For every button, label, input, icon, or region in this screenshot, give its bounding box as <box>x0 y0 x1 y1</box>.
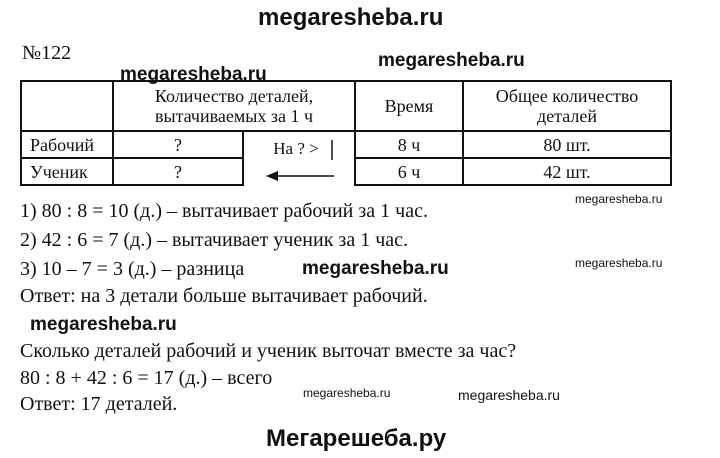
cell-total: 80 шт. <box>463 131 671 158</box>
cell-time: 6 ч <box>355 158 463 185</box>
cell-per-hour: ? <box>113 131 243 158</box>
cell-time: 8 ч <box>355 131 463 158</box>
table-header-time: Время <box>355 81 463 131</box>
solution-line-1: 1) 80 : 8 = 10 (д.) – вытачивает рабочий за 1 час. <box>20 200 428 222</box>
watermark-table-right: megaresheba.ru <box>378 50 525 71</box>
question-line: Сколько деталей рабочий и ученик выточат вместе за час? <box>20 340 517 362</box>
watermark-left-mid: megaresheba.ru <box>30 314 177 335</box>
answer-1: Ответ: на 3 детали больше вытачивает рабочий. <box>20 285 428 307</box>
comparison-label: На ? > <box>273 139 319 158</box>
watermark-table-left: megaresheba.ru <box>120 64 267 85</box>
solution-line-3: 3) 10 – 7 = 3 (д.) – разница <box>20 258 245 280</box>
row-label: Ученик <box>21 158 113 185</box>
solution-line-2: 2) 42 : 6 = 7 (д.) – вытачивает ученик за 1 час. <box>20 229 409 251</box>
row-label: Рабочий <box>21 131 113 158</box>
table-header-empty <box>21 81 113 131</box>
comparison-cell <box>243 131 355 185</box>
watermark-right-small-2: megaresheba.ru <box>575 256 663 270</box>
answer-2: Ответ: 17 деталей. <box>20 393 178 415</box>
watermark-right-small-1: megaresheba.ru <box>575 192 663 206</box>
cell-total: 42 шт. <box>463 158 671 185</box>
table-header-row <box>21 81 671 131</box>
brand-footer: Мегарешеба.ру <box>266 425 447 452</box>
watermark-line3-inline: megaresheba.ru <box>302 258 449 279</box>
table-header-per-hour: Количество деталей, вытачиваемых за 1 ч <box>113 81 355 131</box>
task-number: №122 <box>22 42 72 64</box>
cell-per-hour: ? <box>113 158 243 185</box>
table-row-worker <box>21 131 671 158</box>
watermark-bottom-small-1: megaresheba.ru <box>303 386 391 400</box>
table-header-total: Общее количество деталей <box>463 81 671 131</box>
watermark-bottom-small-2: megaresheba.ru <box>458 387 560 403</box>
comparison-arrow <box>244 132 356 186</box>
watermark-top: megaresheba.ru <box>258 4 444 31</box>
task-table <box>20 80 672 186</box>
expression-line: 80 : 8 + 42 : 6 = 17 (д.) – всего <box>20 367 273 389</box>
